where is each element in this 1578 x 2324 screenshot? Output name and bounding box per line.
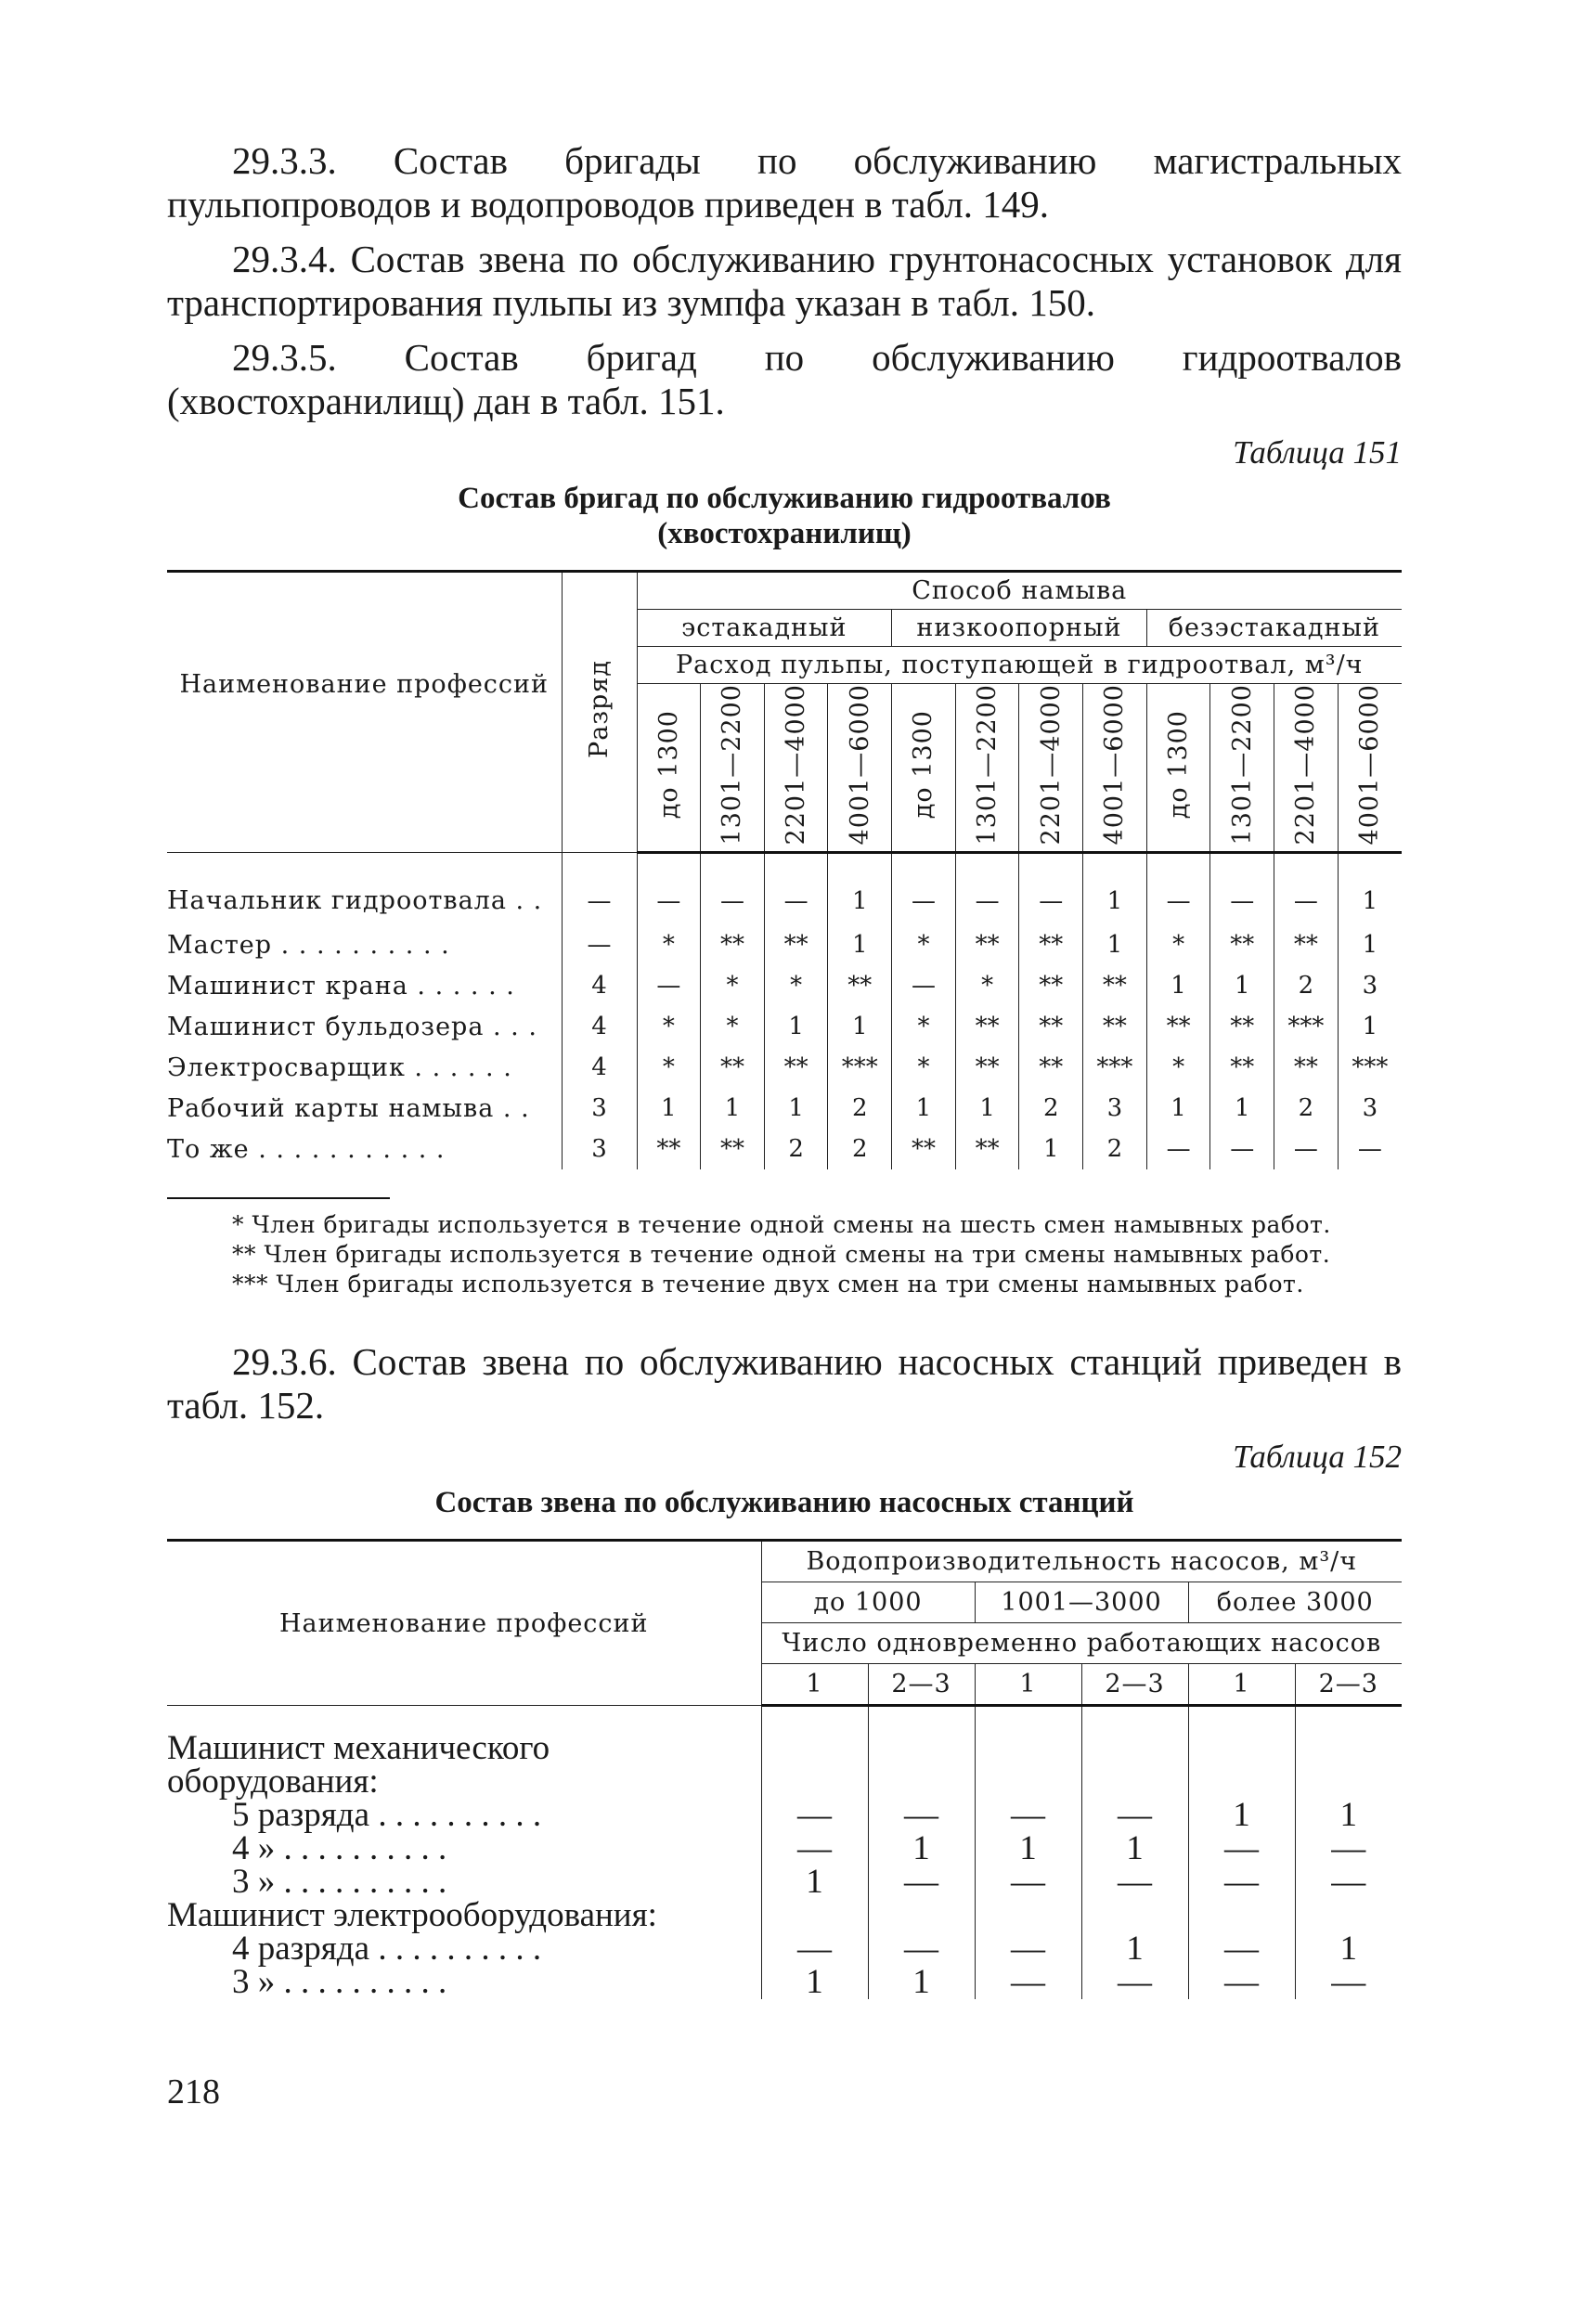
value-cell: ** [1274, 924, 1339, 965]
value-cell: ** [1210, 1047, 1274, 1088]
value-cell: ** [1019, 1047, 1083, 1088]
value-cell: 1 [892, 1088, 956, 1129]
footnote-2: ** Член бригады используется в течение одной смены на три смены намывных работ. [232, 1241, 1331, 1269]
value-cell: 1 [1083, 853, 1147, 925]
value-cell: — [1188, 1966, 1295, 1999]
value-cell: 1 [1188, 1799, 1295, 1832]
value-cell: — [1146, 853, 1210, 925]
value-cell: ** [1019, 924, 1083, 965]
group-label: Машинист электрооборудования: [167, 1896, 657, 1935]
value-cell: 1 [975, 1832, 1081, 1866]
value-cell: — [955, 853, 1019, 925]
table-151-method-nizkoopornyy: низкоопорный [892, 610, 1147, 647]
value-cell: 2 [1083, 1129, 1147, 1169]
table-151-flow-range: 1301—2200 [701, 684, 765, 853]
value-cell: — [701, 853, 765, 925]
footnote-3: *** Член бригады используется в течение двух смен на три смены намывных работ. [232, 1271, 1304, 1298]
paragraph-29-3-3: 29.3.3. Состав бригады по обслуживанию магистральных пульпопроводов и водопроводов приведен в табл. 149. [167, 139, 1402, 226]
table-152-pump-count: 1 [975, 1664, 1081, 1706]
value-cell: 1 [761, 1866, 868, 1899]
table-row [167, 1966, 1402, 1999]
value-cell: 1 [701, 1088, 765, 1129]
table-152-capacity-range-3: более 3000 [1188, 1582, 1402, 1623]
value-cell: 1 [1019, 1129, 1083, 1169]
value-cell: ** [955, 1047, 1019, 1088]
value-cell: 1 [1210, 1088, 1274, 1129]
value-cell: * [637, 1006, 701, 1047]
value-cell: 3 [1083, 1088, 1147, 1129]
table-row [167, 1799, 1402, 1832]
rank-label: 3 » . . . [167, 1966, 761, 1999]
rank-label: 3 » . . . [167, 1866, 761, 1899]
value-cell: 3 [1338, 965, 1402, 1006]
table-152-header-pumps: Число одновременно работающих насосов [761, 1623, 1402, 1664]
value-cell: * [764, 965, 828, 1006]
value-cell: * [955, 965, 1019, 1006]
value-cell: * [701, 1006, 765, 1047]
value-cell: * [701, 965, 765, 1006]
empty-cell [868, 1899, 975, 1932]
rank-label: 4 » . . . [167, 1832, 761, 1866]
table-row [167, 924, 1402, 965]
value-cell: 1 [828, 924, 892, 965]
value-cell: ** [1083, 1006, 1147, 1047]
value-cell: * [892, 1047, 956, 1088]
empty-cell [1295, 1899, 1402, 1932]
table-151-footnotes [167, 1197, 1402, 1299]
table-151-flow-range: 2201—4000 [1019, 684, 1083, 853]
value-cell: ** [955, 924, 1019, 965]
table-row [167, 1832, 1402, 1866]
table-151-caption: Таблица 151 [1233, 434, 1402, 471]
table-151-flow-range: до 1300 [892, 684, 956, 853]
table-151-flow-range: 1301—2200 [955, 684, 1019, 853]
table-152-pump-count: 1 [1188, 1664, 1295, 1706]
group-row [167, 1899, 1402, 1932]
value-cell: 1 [868, 1832, 975, 1866]
value-cell: 1 [761, 1966, 868, 1999]
value-cell: — [637, 853, 701, 925]
table-151-flow-range: 1301—2200 [1210, 684, 1274, 853]
value-cell: 1 [1146, 965, 1210, 1006]
value-cell: 3 [1338, 1088, 1402, 1129]
value-cell: ** [701, 1047, 765, 1088]
page-content [167, 139, 1402, 2002]
table-row [167, 1006, 1402, 1047]
table-152-header-capacity: Водопроизводительность насосов, м³/ч [761, 1541, 1402, 1582]
profession-name: Машинист крана . . . . . . [167, 971, 515, 1001]
value-cell: ** [1083, 965, 1147, 1006]
table-151-method-bezestakadny: безэстакадный [1146, 610, 1402, 647]
empty-cell [975, 1899, 1081, 1932]
rank-cell: 4 [562, 1047, 637, 1088]
value-cell: 1 [1338, 853, 1402, 925]
value-cell: ** [701, 924, 765, 965]
value-cell: — [1188, 1832, 1295, 1866]
value-cell: — [1081, 1966, 1188, 1999]
value-cell: — [1274, 853, 1339, 925]
value-cell: 2 [1274, 1088, 1339, 1129]
footnote-rule [167, 1197, 390, 1199]
value-cell: — [761, 1799, 868, 1832]
table-151-flow-range: до 1300 [637, 684, 701, 853]
value-cell: 1 [1295, 1799, 1402, 1832]
table-151-method-estakadny: эстакадный [637, 610, 892, 647]
table-151-flow-range: 4001—6000 [1338, 684, 1402, 853]
value-cell: — [1295, 1866, 1402, 1899]
table-151-header-flow: Расход пульпы, поступающей в гидроотвал, м³/ч [637, 647, 1402, 684]
empty-cell [761, 1706, 868, 1800]
table-151-header-rank: Разряд [562, 572, 637, 853]
value-cell: *** [1274, 1006, 1339, 1047]
table-151-header-method: Способ намыва [637, 572, 1402, 610]
value-cell: 1 [1081, 1832, 1188, 1866]
empty-cell [975, 1706, 1081, 1800]
profession-name: Машинист бульдозера . . . [167, 1012, 537, 1041]
empty-cell [761, 1899, 868, 1932]
value-cell: — [1081, 1866, 1188, 1899]
value-cell: 1 [1295, 1932, 1402, 1966]
value-cell: * [1146, 924, 1210, 965]
value-cell: — [1146, 1129, 1210, 1169]
value-cell: 1 [1338, 924, 1402, 965]
empty-cell [1081, 1899, 1188, 1932]
value-cell: ** [701, 1129, 765, 1169]
profession-name: То же . . . . . . . . . . . [167, 1134, 446, 1164]
table-151 [167, 570, 1402, 1169]
value-cell: — [975, 1932, 1081, 1966]
value-cell: 2 [1274, 965, 1339, 1006]
value-cell: 1 [1210, 965, 1274, 1006]
value-cell: ** [1210, 924, 1274, 965]
table-row [167, 1129, 1402, 1169]
value-cell: * [892, 924, 956, 965]
table-151-flow-range: до 1300 [1146, 684, 1210, 853]
value-cell: — [975, 1966, 1081, 1999]
empty-cell [1295, 1706, 1402, 1800]
value-cell: — [1338, 1129, 1402, 1169]
empty-cell [1081, 1706, 1188, 1800]
page-number: 218 [167, 2072, 220, 2111]
rank-cell: 3 [562, 1129, 637, 1169]
table-151-flow-range: 2201—4000 [764, 684, 828, 853]
value-cell: — [761, 1932, 868, 1966]
rank-cell: — [562, 853, 637, 925]
value-cell: ** [955, 1129, 1019, 1169]
value-cell: 1 [637, 1088, 701, 1129]
table-row [167, 1932, 1402, 1966]
table-152 [167, 1539, 1402, 2002]
value-cell: 2 [828, 1088, 892, 1129]
table-row [167, 1047, 1402, 1088]
rank-label: 4 разряда . . . [167, 1932, 761, 1966]
value-cell: 1 [1083, 924, 1147, 965]
value-cell: *** [1083, 1047, 1147, 1088]
value-cell: — [868, 1866, 975, 1899]
value-cell: — [637, 965, 701, 1006]
group-row [167, 1706, 1402, 1800]
table-151-flow-range: 2201—4000 [1274, 684, 1339, 853]
table-151-title-line2: (хвостохранилищ) [657, 517, 912, 550]
value-cell: 1 [1338, 1006, 1402, 1047]
value-cell: 2 [828, 1129, 892, 1169]
rank-cell: 4 [562, 1006, 637, 1047]
table-151-title-line1: Состав бригад по обслуживанию гидроотвалов [458, 482, 1111, 515]
value-cell: * [892, 1006, 956, 1047]
value-cell: — [975, 1799, 1081, 1832]
value-cell: ** [1019, 965, 1083, 1006]
value-cell: ** [892, 1129, 956, 1169]
rank-cell: 3 [562, 1088, 637, 1129]
value-cell: — [892, 965, 956, 1006]
value-cell: ** [1274, 1047, 1339, 1088]
value-cell: 1 [764, 1006, 828, 1047]
value-cell: ** [828, 965, 892, 1006]
table-152-pump-count: 2—3 [868, 1664, 975, 1706]
value-cell: ** [764, 1047, 828, 1088]
empty-cell [1188, 1899, 1295, 1932]
table-152-title: Состав звена по обслуживанию насосных станций [434, 1486, 1134, 1520]
value-cell: — [868, 1932, 975, 1966]
value-cell: ** [637, 1129, 701, 1169]
paragraph-29-3-5: 29.3.5. Состав бригад по обслуживанию гидроотвалов (хвостохранилищ) дан в табл. 151. [167, 336, 1402, 422]
value-cell: — [1295, 1832, 1402, 1866]
table-152-pump-count: 1 [761, 1664, 868, 1706]
table-row [167, 1088, 1402, 1129]
value-cell: — [764, 853, 828, 925]
value-cell: *** [1338, 1047, 1402, 1088]
value-cell: — [1274, 1129, 1339, 1169]
profession-name: Начальник гидроотвала . . [167, 886, 543, 916]
value-cell: — [868, 1799, 975, 1832]
value-cell: 2 [764, 1129, 828, 1169]
value-cell: — [975, 1866, 1081, 1899]
value-cell: — [1081, 1799, 1188, 1832]
table-151-title [167, 481, 1402, 551]
footnote-1: * Член бригады используется в течение одной смены на шесть смен намывных работ. [232, 1211, 1331, 1239]
empty-cell [1188, 1706, 1295, 1800]
table-row [167, 1866, 1402, 1899]
table-152-pump-count: 2—3 [1081, 1664, 1188, 1706]
value-cell: 1 [868, 1966, 975, 1999]
paragraph-29-3-6: 29.3.6. Состав звена по обслуживанию насосных станций приведен в табл. 152. [167, 1340, 1402, 1427]
profession-name: Рабочий карты намыва . . [167, 1093, 530, 1123]
value-cell: ** [955, 1006, 1019, 1047]
paragraph-29-3-4: 29.3.4. Состав звена по обслуживанию грунтонасосных установок для транспортирования пульпы из зумпфа указан в табл. 150. [167, 238, 1402, 324]
table-152-pump-count: 2—3 [1295, 1664, 1402, 1706]
rank-cell: 4 [562, 965, 637, 1006]
rank-cell: — [562, 924, 637, 965]
value-cell: 1 [764, 1088, 828, 1129]
value-cell: — [1188, 1866, 1295, 1899]
group-label: Машинист механического оборудования: [167, 1729, 550, 1801]
table-152-capacity-range-1: до 1000 [761, 1582, 975, 1623]
table-152-capacity-range-2: 1001—3000 [975, 1582, 1188, 1623]
table-row [167, 853, 1402, 925]
table-152-header-name: Наименование профессий [167, 1541, 761, 1706]
value-cell: 1 [955, 1088, 1019, 1129]
value-cell: ** [764, 924, 828, 965]
table-151-flow-range: 4001—6000 [1083, 684, 1147, 853]
profession-name: Мастер . . . . . . . . . . [167, 930, 450, 960]
value-cell: — [1188, 1932, 1295, 1966]
value-cell: 1 [1081, 1932, 1188, 1966]
table-152-caption: Таблица 152 [1233, 1439, 1402, 1476]
value-cell: *** [828, 1047, 892, 1088]
value-cell: ** [1210, 1006, 1274, 1047]
value-cell: 2 [1019, 1088, 1083, 1129]
value-cell: — [1210, 853, 1274, 925]
rank-label: 5 разряда . . . [167, 1799, 761, 1832]
value-cell: — [761, 1832, 868, 1866]
profession-name: Электросварщик . . . . . . [167, 1052, 512, 1082]
value-cell: * [637, 1047, 701, 1088]
value-cell: — [1295, 1966, 1402, 1999]
table-row [167, 965, 1402, 1006]
value-cell: ** [1019, 1006, 1083, 1047]
value-cell: 1 [1146, 1088, 1210, 1129]
value-cell: * [637, 924, 701, 965]
table-151-header-name: Наименование профессий [167, 572, 562, 853]
value-cell: — [1019, 853, 1083, 925]
value-cell: — [1210, 1129, 1274, 1169]
value-cell: * [1146, 1047, 1210, 1088]
value-cell: 1 [828, 853, 892, 925]
value-cell: 1 [828, 1006, 892, 1047]
value-cell: ** [1146, 1006, 1210, 1047]
table-151-flow-range: 4001—6000 [828, 684, 892, 853]
value-cell: — [892, 853, 956, 925]
empty-cell [868, 1706, 975, 1800]
